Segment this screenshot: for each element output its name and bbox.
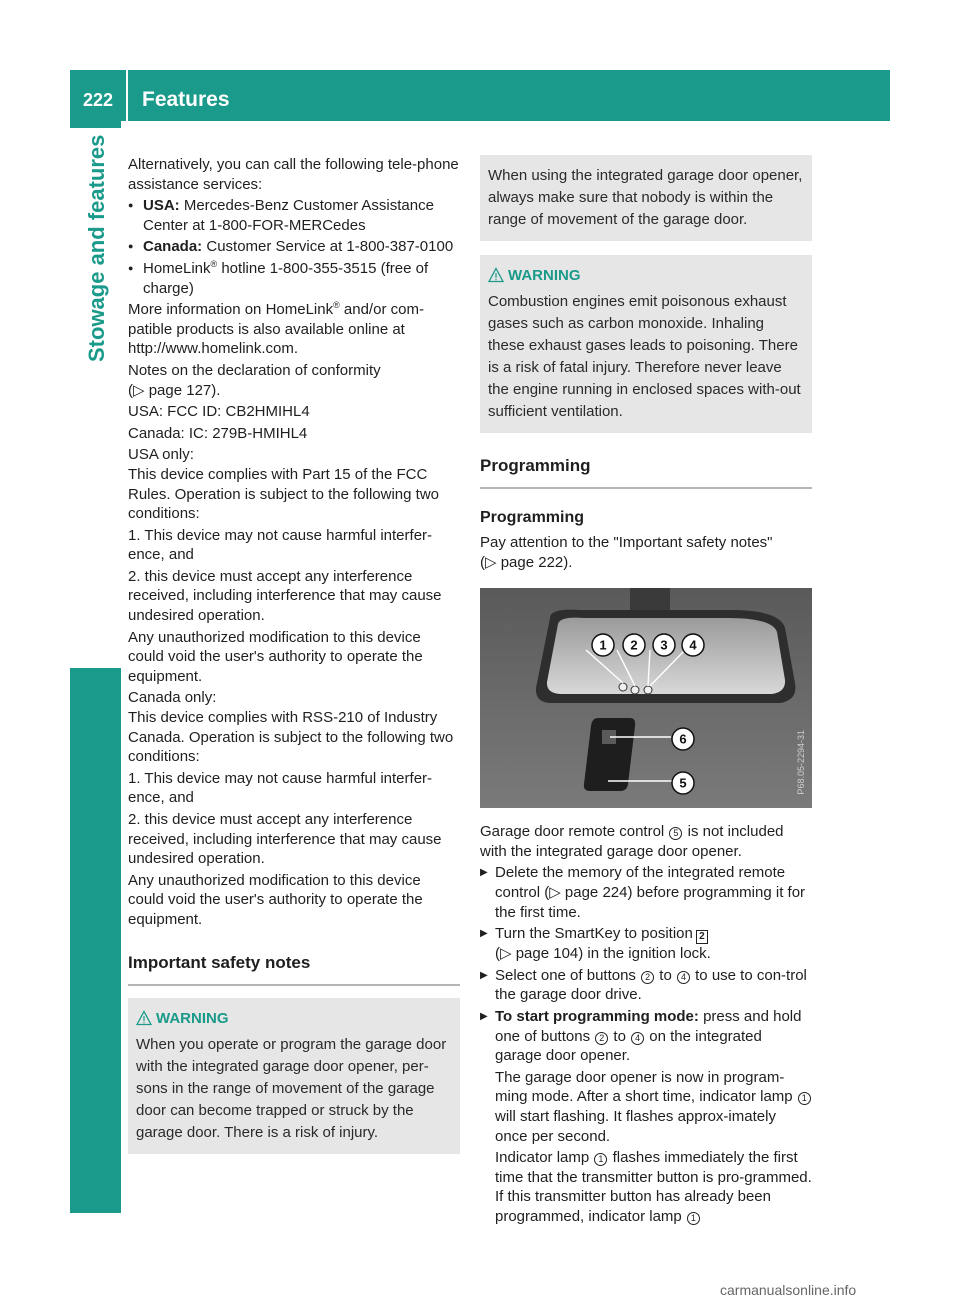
step2-post[interactable]: page 104) in the ignition lock.: [515, 945, 711, 963]
bullet-usa-label: USA:: [143, 197, 180, 215]
remote-note-pre: Garage door remote control: [480, 823, 665, 841]
step-delete-memory: [480, 863, 812, 922]
step1-pre: Delete the memory of the integrated remote control (: [495, 864, 786, 901]
svg-text:1: 1: [599, 637, 607, 653]
arrow-ref-icon: ▷: [549, 883, 561, 901]
callout-ref-4: 4: [677, 971, 690, 984]
callout-6: [670, 726, 696, 752]
footer-watermark: carmanualsonline.info: [720, 1282, 857, 1298]
step4-post: on the integrated garage door opener.: [495, 1027, 762, 1065]
usa-modification: Any unauthorized modification to this device could void the user's authority to operate the equipment.: [128, 628, 423, 685]
callout-ref-1: 1: [687, 1212, 700, 1225]
warning-title: [488, 265, 804, 287]
more-info-text: [128, 300, 460, 359]
right-column: [480, 155, 812, 1228]
bullet-homelink-pre: HomeLink: [143, 259, 211, 277]
left-column: [128, 155, 460, 1154]
usa-condition-2: 2. this device must accept any interference received, including interference that may cause undesired operation.: [128, 567, 442, 625]
remote-note: [480, 822, 812, 861]
warning-title-text: WARNING: [508, 267, 581, 284]
step4-extra1-pre: The garage door opener is now in program-ming mode. After a short time, indicator lamp: [495, 1068, 793, 1106]
canada-text: This device complies with RSS-210 of Industry Canada. Operation is subject to the following two conditions:: [128, 709, 454, 766]
canada-condition-2: 2. this device must accept any interference received, including interference that may cause undesired operation.: [128, 811, 442, 868]
safety-heading: Important safety notes: [128, 952, 460, 986]
step4-extra1-post: will start flashing. It flashes approx-imately once per second.: [495, 1107, 776, 1145]
warning-box-injury: [128, 998, 460, 1154]
more-info-pre: More information on HomeLink: [128, 301, 334, 319]
warning-triangle-icon: [136, 1010, 152, 1026]
figure-code: P68.05-2294-31: [796, 729, 806, 795]
warning-triangle-icon: [488, 267, 504, 283]
pay-attention-text: Pay attention to the "Important safety notes": [480, 534, 773, 551]
warning-box-exhaust: [480, 255, 812, 433]
svg-text:2: 2: [630, 637, 638, 653]
note-box: [480, 155, 812, 241]
programming-subheading: Programming: [480, 509, 585, 526]
notes-declaration-text: Notes on the declaration of conformity: [128, 361, 381, 379]
step2-pre: Turn the SmartKey to position: [495, 925, 693, 943]
usa-text: This device complies with Part 15 of the FCC Rules. Operation is subject to the following two conditions:: [128, 465, 439, 523]
callout-5: [670, 770, 696, 796]
svg-text:5: 5: [679, 775, 687, 791]
registered-mark: ®: [210, 258, 218, 269]
step-start-programming: [480, 1007, 812, 1066]
bullet-canada: [128, 237, 460, 257]
key-position-2: 2: [696, 930, 708, 944]
bullet-homelink: [128, 259, 460, 298]
remote-note-post: is not included with the integrated garage door opener.: [480, 823, 784, 860]
page-ref-link[interactable]: page 127).: [148, 381, 221, 399]
step4-extra-1: [480, 1068, 812, 1146]
step4-extra2-pre: Indicator lamp: [495, 1149, 590, 1167]
callout-1: [590, 632, 616, 658]
mirror-illustration: [480, 588, 812, 808]
registered-mark: ®: [333, 300, 340, 311]
side-tab-label: Stowage and features: [84, 135, 109, 363]
mirror-figure: [480, 588, 812, 808]
callout-2: [621, 632, 647, 658]
usa-condition-1: 1. This device may not cause harmful interfer-ence, and: [128, 526, 433, 564]
pay-attention-ref: [480, 553, 812, 573]
step3-pre: Select one of buttons: [495, 966, 636, 984]
step-select-button: [480, 966, 812, 1005]
header-divider: [126, 70, 128, 121]
page-number: 222: [82, 90, 114, 110]
warning-text: When you operate or program the garage door with the integrated garage door opener, per-sons in the range of movement of the garage door can become trapped or struck by the garage door. There is a risk of injury.: [136, 1035, 447, 1141]
arrow-ref-icon: (▷: [128, 381, 145, 399]
callout-ref-1: 1: [594, 1153, 607, 1166]
arrow-ref-icon: (▷: [480, 553, 497, 571]
fcc-id: USA: FCC ID: CB2HMIHL4: [128, 403, 310, 421]
programming-heading: Programming: [480, 455, 812, 489]
step4-label: To start programming mode:: [495, 1007, 699, 1025]
usa-only-label: USA only:: [128, 446, 194, 464]
page-ref-link[interactable]: page 222).: [500, 553, 573, 571]
more-info-post: and/or com-patible products is also available online at http://www.homelink.com.: [128, 301, 424, 358]
svg-text:3: 3: [660, 637, 668, 653]
notes-declaration: [128, 361, 460, 400]
step4-extra-2: [480, 1148, 812, 1226]
step3-post: to use to con-trol the garage door drive.: [495, 966, 807, 1004]
step3-mid: to: [659, 966, 672, 984]
svg-text:6: 6: [679, 731, 687, 747]
callout-ref-5: 5: [669, 827, 682, 840]
page-title: Features: [142, 88, 230, 111]
step4-pre: press and hold one of buttons: [495, 1007, 802, 1045]
arrow-ref-icon: (▷: [495, 945, 512, 963]
canada-only-label: Canada only:: [128, 689, 217, 707]
step4-mid: to: [613, 1027, 626, 1045]
bullet-canada-label: Canada:: [143, 238, 203, 256]
canada-condition-1: 1. This device may not cause harmful interfer-ence, and: [128, 769, 433, 807]
bullet-canada-text: Customer Service at 1-800-387-0100: [206, 238, 454, 256]
callout-ref-2: 2: [641, 971, 654, 984]
warning-title: [136, 1008, 452, 1030]
ic-id: Canada: IC: 279B-HMIHL4: [128, 424, 308, 442]
callout-ref-2: 2: [595, 1032, 608, 1045]
warning-title-text: WARNING: [156, 1009, 229, 1027]
step4-extra2-post: flashes immediately the first time that the transmitter button is pro-grammed. If this transmitter button has already been programmed, indicator lamp: [495, 1149, 812, 1225]
step-turn-key: [480, 924, 812, 964]
callout-3: [651, 632, 677, 658]
intro-text: Alternatively, you can call the following tele-phone assistance services:: [128, 156, 459, 193]
svg-text:4: 4: [689, 637, 697, 653]
warning-text: Combustion engines emit poisonous exhaust gases such as carbon monoxide. Inhaling these exhaust gases leads to poisoning. There is a risk of fatal injury. Therefore never leave the engine running in enclosed spaces with-out sufficient ventilation.: [488, 293, 801, 420]
canada-modification: Any unauthorized modification to this device could void the user's authority to operate the equipment.: [128, 871, 423, 928]
bullet-usa-text: Mercedes-Benz Customer Assistance Center at 1-800-FOR-MERCedes: [143, 197, 434, 234]
callout-4: [680, 632, 706, 658]
note-text: When using the integrated garage door opener, always make sure that nobody is within the range of movement of the garage door.: [488, 167, 803, 228]
bullet-homelink-post: hotline 1-800-355-3515 (free of charge): [143, 259, 429, 297]
callout-ref-1: 1: [798, 1092, 811, 1105]
callout-ref-4: 4: [631, 1032, 644, 1045]
step1-post[interactable]: page 224) before programming it for the first time.: [495, 883, 806, 921]
bullet-usa: [128, 196, 460, 235]
